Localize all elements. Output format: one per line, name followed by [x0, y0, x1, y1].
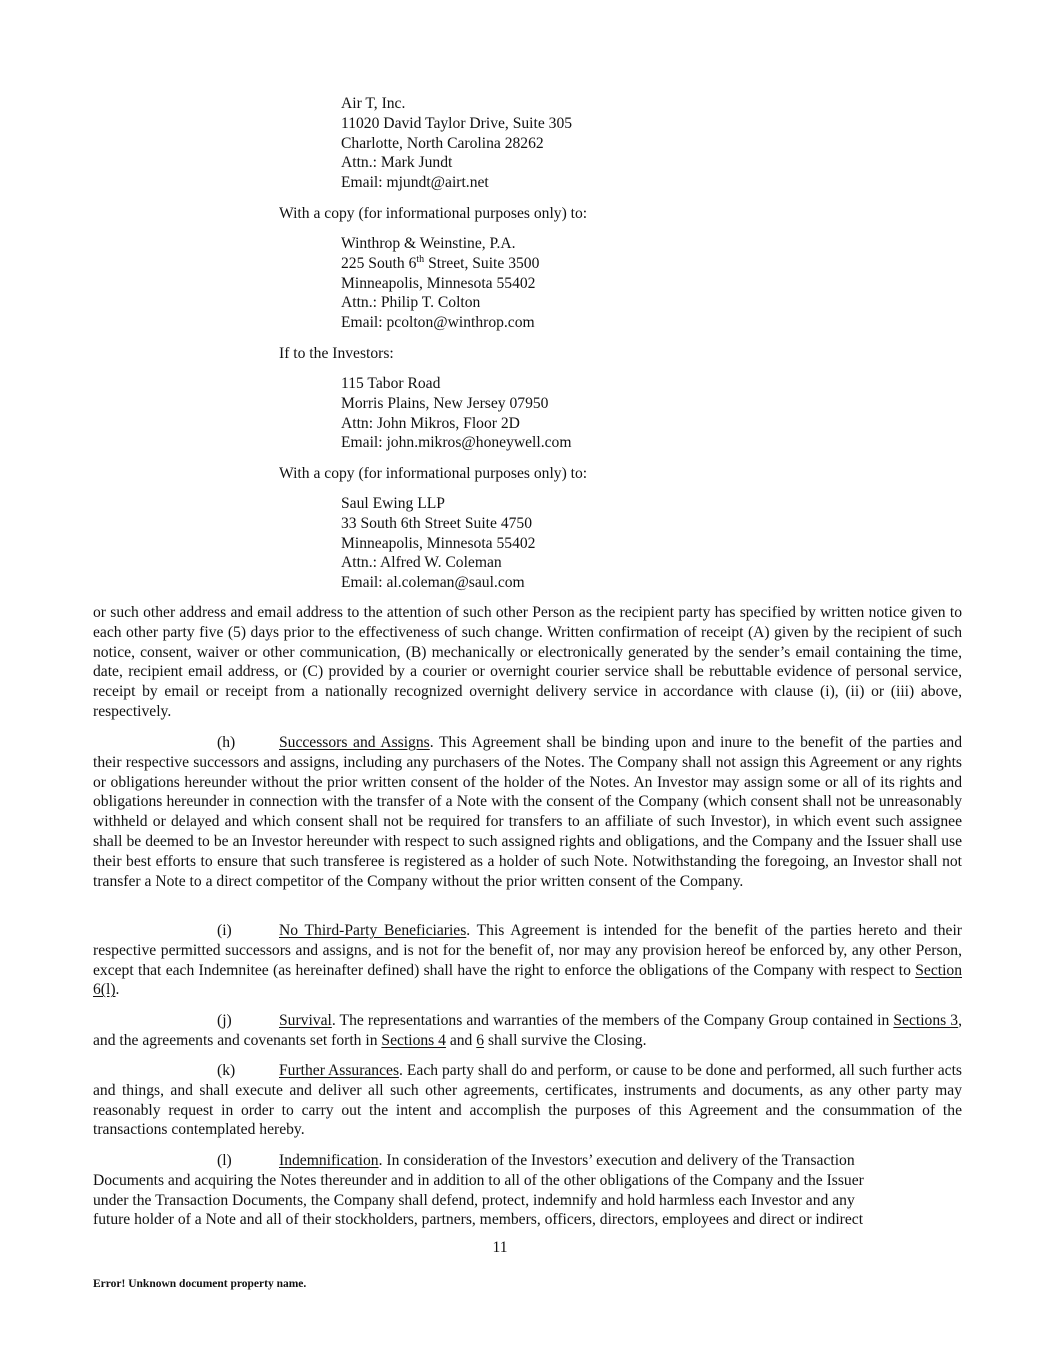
company-address-block: [341, 94, 572, 193]
address-line: Email: al.coleman@saul.com: [341, 574, 525, 592]
company-counsel-address-block: [341, 234, 539, 333]
section-number: (j): [217, 1012, 232, 1029]
section-body-line: future holder of a Note and all of their stockholders, partners, members, officers, directors, employees and direct or indirect: [93, 1211, 864, 1229]
address-line: 11020 David Taylor Drive, Suite 305: [341, 114, 573, 132]
section-number: (i): [217, 922, 232, 939]
page-number: 11: [492, 1239, 508, 1256]
address-line: 33 South 6th Street Suite 4750: [341, 514, 533, 532]
ordinal-superscript: th: [416, 253, 425, 265]
section-title: Further Assurances: [279, 1062, 400, 1079]
address-line: Email: pcolton@winthrop.com: [341, 314, 535, 332]
section-title: Successors and Assigns: [279, 734, 430, 751]
section-body: . This Agreement shall be binding upon and inure to the benefit of the parties and their respective successors and assigns, including any purchasers of the Notes. The Company shall not assign this Agreement or any rights or obligations hereunder without the prior written consent of the holder of the Notes. An Investor may assign some or all of its rights and obligations hereunder in connection with the transfer of a Note with the consent of the Company (which consent shall not be unreasonably withheld or delayed and which consent shall not be required for transfers to an affiliate of such Investor), in which event such assignee shall be deemed to be an Investor hereunder with respect to such assigned rights and obligations, and the Company and the Issuer shall use their best efforts to ensure that such transferee is registered as a holder of such Note. Notwithstanding the foregoing, an Investor shall not transfer a Note to a direct competitor of the Company without the prior written consent of the Company.: [93, 734, 962, 890]
address-line: Winthrop & Weinstine, P.A.: [341, 235, 516, 252]
section-reference: Section 6(l): [93, 961, 962, 999]
section-title: No Third-Party Beneficiaries: [279, 922, 467, 939]
section-reference: 6: [476, 1031, 485, 1049]
section-body: . The representations and warranties of the members of the Company Group contained in: [331, 1012, 894, 1029]
section-body: . Each party shall do and perform, or cause to be done and performed, all such further acts and things, and shall execute and deliver all such other agreements, certificates, instruments and documents, as any other party may reasonably request in order to carry out the intent and accomplish the purposes of this Agreement and the consummation of the transactions contemplated hereby.: [93, 1062, 963, 1139]
section-title: Survival: [279, 1012, 332, 1029]
address-line: Attn.: Philip T. Colton: [341, 294, 481, 312]
section-h-paragraph: [93, 733, 962, 891]
section-j-paragraph: (j) Survival. The representations and warranties of the members of the Company Group contained in Sections 3, and the agreements and covenants set forth in Sections 4 and 6 shall survive the Closing.: [93, 1012, 962, 1049]
address-line: Attn: John Mikros, Floor 2D: [341, 414, 520, 432]
section-body: . This Agreement is intended for the benefit of the parties hereto and their respective permitted successors and assigns, and is not for the benefit of, nor may any provision hereof be enforced by, any other Person, except that each Indemnitee (as hereinafter defined) shall have the right to enforce the obligations of the Company with respect to: [93, 922, 962, 979]
section-number: (h): [217, 734, 236, 751]
section-i-paragraph: (i) No Third-Party Beneficiaries. This Agreement is intended for the benefit of the parties hereto and their respective permitted successors and assigns, and is not for the benefit of, nor may any provision hereof be enforced by, any other Person, except that each Indemnitee (as hereinafter defined) shall have the right to enforce the obligations of the Company with respect to Section 6(l).: [93, 922, 962, 999]
address-line: 225 South 6th Street, Suite 3500: [341, 253, 540, 272]
address-line: Attn.: Alfred W. Coleman: [341, 554, 502, 572]
section-number: (k): [217, 1062, 236, 1079]
address-line: Minneapolis, Minnesota 55402: [341, 274, 536, 292]
address-line: Charlotte, North Carolina 28262: [341, 134, 544, 152]
investors-copy-intro: With a copy (for informational purposes only) to:: [279, 465, 588, 482]
section-reference: Sections 4: [381, 1031, 446, 1049]
address-line: Attn.: Mark Jundt: [341, 154, 453, 172]
section-reference: Sections 3: [893, 1012, 959, 1029]
section-number: (l): [217, 1152, 232, 1169]
section-body: . In consideration of the Investors’ execution and delivery of the Transaction: [378, 1152, 855, 1169]
address-line: Email: john.mikros@honeywell.com: [341, 434, 572, 452]
notice-tail-paragraph: or such other address and email address to the attention of such other Person as the recipient party has specified by written notice given to each other party five (5) days prior to the effectiveness of such change. Written confirmation of receipt (A) given by the recipient of such notice, consent, waiver or other communication, (B) mechanically or electronically generated by the sender’s email containing the time, date, recipient email address, or (C) provided by a courier or overnight courier service shall be rebuttable evidence of personal service, receipt by email or receipt from a nationally recognized overnight delivery service in accordance with clause (i), (ii) or (iii) above, respectively.: [93, 604, 962, 720]
section-l-paragraph: [93, 1151, 962, 1230]
company-copy-intro: With a copy (for informational purposes only) to:: [279, 205, 588, 222]
investors-counsel-address-block: [341, 494, 535, 593]
section-k-paragraph: [93, 1061, 962, 1140]
address-line: 115 Tabor Road: [341, 375, 441, 392]
address-line: Morris Plains, New Jersey 07950: [341, 394, 549, 412]
address-line: Email: mjundt@airt.net: [341, 174, 489, 192]
section-body-line: under the Transaction Documents, the Company shall defend, protect, indemnify and hold harmless each Investor and any: [93, 1191, 855, 1209]
investors-address-block: [341, 374, 571, 453]
section-body-line: Documents and acquiring the Notes thereunder and in addition to all of the other obligations of the Company and the Issuer: [93, 1171, 864, 1189]
address-line: Air T, Inc.: [341, 95, 406, 112]
document-footer: Error! Unknown document property name.: [93, 1278, 307, 1290]
address-line: Saul Ewing LLP: [341, 495, 445, 512]
section-title: Indemnification: [279, 1152, 379, 1169]
address-line: Minneapolis, Minnesota 55402: [341, 534, 536, 552]
investors-intro: If to the Investors:: [279, 345, 394, 362]
